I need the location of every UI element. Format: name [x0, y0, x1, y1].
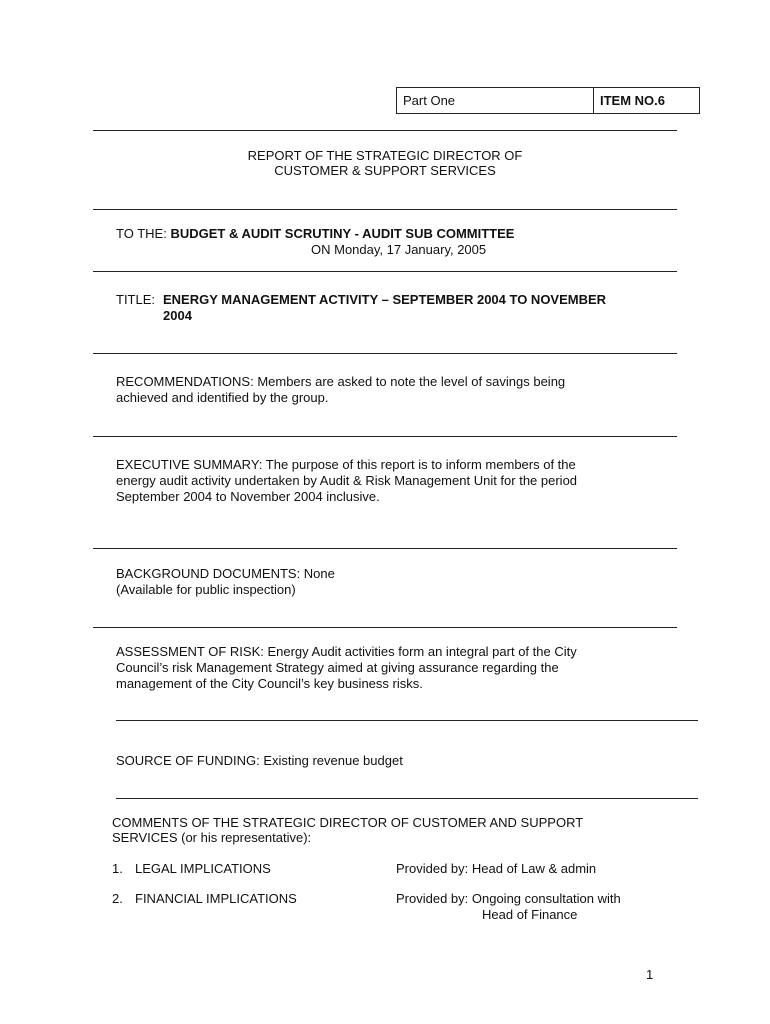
implication-provider: Provided by: Head of Law & admin — [396, 861, 597, 876]
divider — [116, 798, 698, 799]
to-the-line — [116, 226, 514, 242]
report-heading-line2: CUSTOMER & SUPPORT SERVICES — [274, 163, 496, 178]
background-documents-line2: (Available for public inspection) — [116, 582, 296, 597]
part-label: Part One — [397, 88, 594, 113]
committee-name: BUDGET & AUDIT SCRUTINY - AUDIT SUB COMMITTEE — [170, 226, 515, 241]
recommendations-line2: achieved and identified by the group. — [116, 390, 329, 405]
background-documents-line1: BACKGROUND DOCUMENTS: None — [116, 566, 335, 581]
source-of-funding: SOURCE OF FUNDING: Existing revenue budget — [116, 753, 403, 768]
implication-provider: Provided by: Ongoing consultation with — [396, 891, 621, 906]
implication-number: 2. — [112, 891, 123, 906]
risk-line1: ASSESSMENT OF RISK: Energy Audit activities form an integral part of the City — [116, 644, 577, 659]
executive-summary-line3: September 2004 to November 2004 inclusive. — [116, 489, 380, 504]
to-the-label: TO THE: — [116, 226, 167, 241]
implication-provider-cont: Head of Finance — [482, 907, 578, 922]
implication-label: FINANCIAL IMPLICATIONS — [135, 891, 297, 906]
item-number: ITEM NO.6 — [600, 93, 666, 108]
divider — [93, 627, 677, 628]
divider — [93, 436, 677, 437]
comments-line1: COMMENTS OF THE STRATEGIC DIRECTOR OF CUSTOMER AND SUPPORT — [112, 815, 584, 830]
page-number: 1 — [646, 967, 654, 982]
recommendations-line1: RECOMMENDATIONS: Members are asked to note the level of savings being — [116, 374, 566, 389]
title-text-line1: ENERGY MANAGEMENT ACTIVITY – SEPTEMBER 2004 TO NOVEMBER — [163, 292, 607, 307]
divider — [93, 130, 677, 131]
divider — [116, 720, 698, 721]
risk-line3: management of the City Council’s key business risks. — [116, 676, 423, 691]
divider — [93, 209, 677, 210]
divider — [93, 353, 677, 354]
divider — [93, 271, 677, 272]
comments-line2: SERVICES (or his representative): — [112, 830, 312, 845]
meeting-date: ON Monday, 17 January, 2005 — [311, 242, 487, 257]
report-heading-line1: REPORT OF THE STRATEGIC DIRECTOR OF — [247, 148, 523, 163]
risk-line2: Council’s risk Management Strategy aimed at giving assurance regarding the — [116, 660, 559, 675]
implication-label: LEGAL IMPLICATIONS — [135, 861, 271, 876]
executive-summary-line1: EXECUTIVE SUMMARY: The purpose of this report is to inform members of the — [116, 457, 576, 472]
divider — [93, 548, 677, 549]
implication-number: 1. — [112, 861, 123, 876]
title-text-line2: 2004 — [163, 308, 192, 323]
item-header-box — [396, 87, 700, 114]
title-label: TITLE: — [116, 292, 156, 307]
executive-summary-line2: energy audit activity undertaken by Audit & Risk Management Unit for the period — [116, 473, 578, 488]
